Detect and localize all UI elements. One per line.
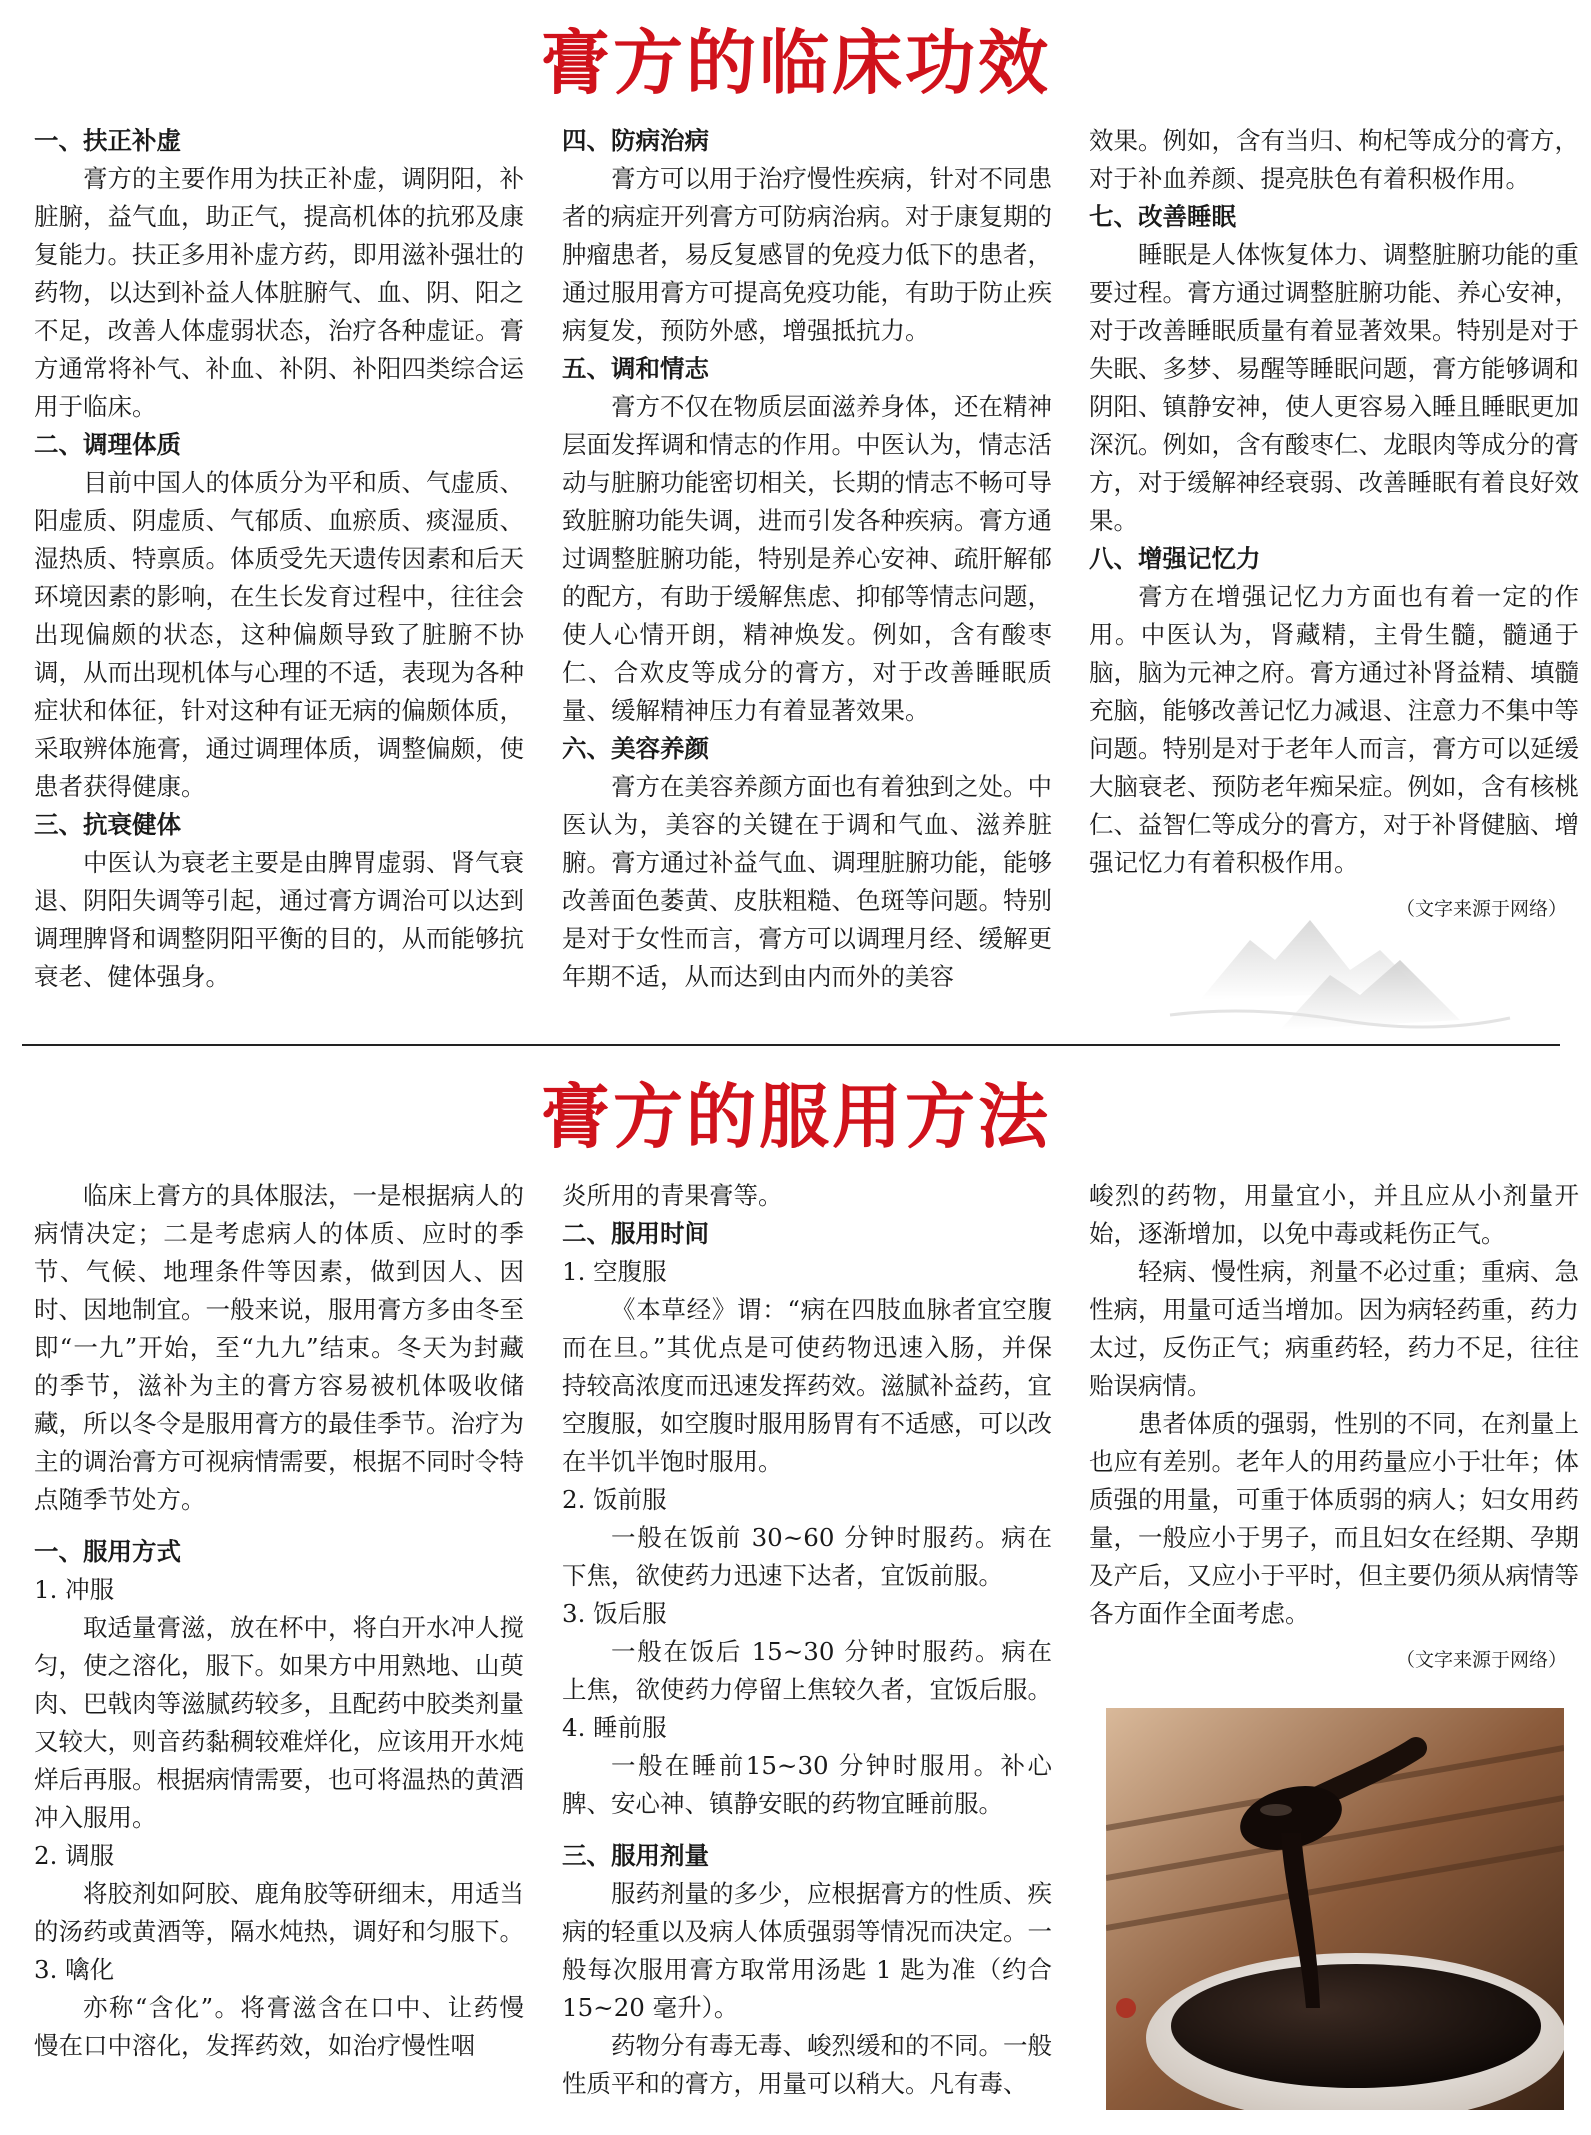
paragraph: 将胶剂如阿胶、鹿角胶等研细末，用适当的汤药或黄酒等，隔水炖热，调好和匀服下。 — [34, 1879, 524, 1946]
subheading-tiaofu: 2. 调服 — [34, 1841, 115, 1870]
heading-qingzhi: 五、调和情志 — [562, 354, 709, 383]
column-usage-1 — [34, 1177, 524, 2065]
paragraph: 中医认为衰老主要是由脾胃虚弱、肾气衰退、阴阳失调等引起，通过膏方调治可以达到调理脾肾和调整阴阳平衡的目的，从而能够抗衰老、健体强身。 — [34, 848, 524, 991]
subheading-fanqian: 2. 饭前服 — [562, 1485, 667, 1514]
source-note: （文字来源于网络） — [1395, 898, 1567, 920]
heading-jiliang: 三、服用剂量 — [562, 1841, 709, 1870]
paragraph: 取适量膏滋，放在杯中，将白开水冲人搅匀，使之溶化，服下。如果方中用熟地、山萸肉、巴戟肉等滋腻药较多，且配药中胶类剂量又较大，则音药黏稠较难烊化，应该用开水炖烊后再服。根据病情需要，也可将温热的黄酒冲入服用。 — [34, 1613, 524, 1832]
subheading-fanhou: 3. 饭后服 — [562, 1599, 667, 1628]
paragraph: 膏方可以用于治疗慢性疾病，针对不同患者的病症开列膏方可防病治病。对于康复期的肿瘤患者，易反复感冒的免疫力低下的患者，通过服用膏方可提高免疫功能，有助于防止疾病复发，预防外感，增强抵抗力。 — [562, 164, 1052, 345]
heading-fuzheng: 一、扶正补虚 — [34, 126, 181, 155]
heading-shuimian: 七、改善睡眠 — [1089, 202, 1236, 231]
paragraph-continued: 峻烈的药物，用量宜小，并且应从小剂量开始，逐渐增加，以免中毒或耗伤正气。 — [1089, 1181, 1579, 1248]
paragraph: 膏方不仅在物质层面滋养身体，还在精神层面发挥调和情志的作用。中医认为，情志活动与脏腑功能密切相关，长期的情志不畅可导致脏腑功能失调，进而引发各种疾病。膏方通过调整脏腑功能，特别是养心安神、疏肝解郁的配方，有助于缓解焦虑、抑郁等情志问题，使人心情开朗，精神焕发。例如，含有酸枣仁、合欢皮等成分的膏方，对于改善睡眠质量、缓解精神压力有着显著效果。 — [562, 392, 1052, 725]
section-title-usage: 膏方的服用方法 — [540, 1076, 1051, 1158]
column-usage-2 — [562, 1177, 1052, 2103]
column-clinical-3 — [1089, 122, 1579, 924]
heading-kangshuai: 三、抗衰健体 — [34, 810, 181, 839]
paragraph: 一般在睡前15~30 分钟时服用。补心脾、安心神、镇静安眠的药物宜睡前服。 — [562, 1751, 1052, 1818]
paragraph: 膏方在增强记忆力方面也有着一定的作用。中医认为，肾藏精，主骨生髓，髓通于脑，脑为元神之府。膏方通过补肾益精、填髓充脑，能够改善记忆力减退、注意力不集中等问题。特别是对于老年人而言，膏方可以延缓大脑衰老、预防老年痴呆症。例如，含有核桃仁、益智仁等成分的膏方，对于补肾健脑、增强记忆力有着积极作用。 — [1089, 582, 1579, 877]
subheading-kongfu: 1. 空腹服 — [562, 1257, 667, 1286]
column-usage-3 — [1089, 1177, 1579, 1675]
subheading-shuiqian: 4. 睡前服 — [562, 1713, 667, 1742]
heading-meirong: 六、美容养颜 — [562, 734, 709, 763]
paragraph: 《本草经》谓：“病在四肢血脉者宜空腹而在旦。”其优点是可使药物迅速入肠，并保持较高浓度而迅速发挥药效。滋腻补益药，宜空腹服，如空腹时服用肠胃有不适感，可以改在半饥半饱时服用。 — [562, 1295, 1052, 1476]
column-clinical-1 — [34, 122, 524, 996]
paragraph-continued: 效果。例如，含有当归、枸杞等成分的膏方，对于补血养颜、提亮肤色有着积极作用。 — [1089, 126, 1579, 193]
heading-jiyi: 八、增强记忆力 — [1089, 544, 1261, 573]
heading-fangbing: 四、防病治病 — [562, 126, 709, 155]
paragraph: 患者体质的强弱，性别的不同，在剂量上也应有差别。老年人的用药量应小于壮年；体质强的用量，可重于体质弱的病人；妇女用药量，一般应小于男子，而且妇女在经期、孕期及产后，又应小于平时，但主要仍须从病情等各方面作全面考虑。 — [1089, 1409, 1579, 1628]
paragraph: 目前中国人的体质分为平和质、气虚质、阳虚质、阴虚质、气郁质、血瘀质、痰湿质、湿热质、特禀质。体质受先天遗传因素和后天环境因素的影响，在生长发育过程中，往往会出现偏颇的状态，这种偏颇导致了脏腑不协调，从而出现机体与心理的不适，表现为各种症状和体征，针对这种有证无病的偏颇体质，采取辨体施膏，通过调理体质，调整偏颇，使患者获得健康。 — [34, 468, 524, 801]
subheading-chongfu: 1. 冲服 — [34, 1575, 115, 1604]
heading-tiaoli: 二、调理体质 — [34, 430, 181, 459]
heading-shijian: 二、服用时间 — [562, 1219, 709, 1248]
section-title-clinical-effects: 膏方的临床功效 — [540, 22, 1051, 104]
section-divider — [22, 1044, 1560, 1046]
column-clinical-2 — [562, 122, 1052, 996]
paragraph: 睡眠是人体恢复体力、调整脏腑功能的重要过程。膏方通过调整脏腑功能、养心安神，对于改善睡眠质量有着显著效果。特别是对于失眠、多梦、易醒等睡眠问题，膏方能够调和阴阳、镇静安神，使人更容易入睡且睡眠更加深沉。例如，含有酸枣仁、龙眼肉等成分的膏方，对于缓解神经衰弱、改善睡眠有着良好效果。 — [1089, 240, 1579, 535]
paragraph: 亦称“含化”。将膏滋含在口中、让药慢慢在口中溶化，发挥药效，如治疗慢性咽 — [34, 1993, 524, 2060]
source-note: （文字来源于网络） — [1395, 1649, 1567, 1671]
paragraph: 一般在饭后 15~30 分钟时服药。病在上焦，欲使药力停留上焦较久者，宜饭后服。 — [562, 1637, 1052, 1704]
ink-mountain-icon — [1160, 880, 1520, 1040]
heading-fangshi: 一、服用方式 — [34, 1537, 181, 1566]
paragraph: 服药剂量的多少，应根据膏方的性质、疾病的轻重以及病人体质强弱等情况而决定。一般每次服用膏方取常用汤匙 1 匙为准（约合 15~20 毫升）。 — [562, 1879, 1052, 2022]
paragraph: 药物分有毒无毒、峻烈缓和的不同。一般性质平和的膏方，用量可以稍大。凡有毒、 — [562, 2031, 1052, 2098]
paragraph-continued: 炎所用的青果膏等。 — [562, 1181, 783, 1210]
paragraph-intro: 临床上膏方的具体服法，一是根据病人的病情决定；二是考虑病人的体质、应时的季节、气候、地理条件等因素，做到因人、因时、因地制宜。一般来说，服用膏方多由冬至即“一九”开始，至“九九”结束。冬天为封藏的季节，滋补为主的膏方容易被机体吸收储藏，所以冬令是服用膏方的最佳季节。治疗为主的调治膏方可视病情需要，根据不同时令特点随季节处方。 — [34, 1181, 524, 1514]
paragraph: 膏方在美容养颜方面也有着独到之处。中医认为，美容的关键在于调和气血、滋养脏腑。膏方通过补益气血、调理脏腑功能，能够改善面色萎黄、皮肤粗糙、色斑等问题。特别是对于女性而言，膏方可以调理月经、缓解更年期不适，从而达到由内而外的美容 — [562, 772, 1052, 991]
paragraph: 膏方的主要作用为扶正补虚，调阴阳，补脏腑，益气血，助正气，提高机体的抗邪及康复能力。扶正多用补虚方药，即用滋补强壮的药物，以达到补益人体脏腑气、血、阴、阳之不足，改善人体虚弱状态，治疗各种虚证。膏方通常将补气、补血、补阴、补阳四类综合运用于临床。 — [34, 164, 524, 421]
paragraph: 轻病、慢性病，剂量不必过重；重病、急性病，用量可适当增加。因为病轻药重，药力太过，反伤正气；病重药轻，药力不足，往往贻误病情。 — [1089, 1257, 1579, 1400]
subheading-qinhua: 3. 噙化 — [34, 1955, 115, 1984]
paragraph: 一般在饭前 30~60 分钟时服药。病在下焦，欲使药力迅速下达者，宜饭前服。 — [562, 1523, 1052, 1590]
spoon-of-herbal-paste-photo — [1106, 1708, 1564, 2110]
